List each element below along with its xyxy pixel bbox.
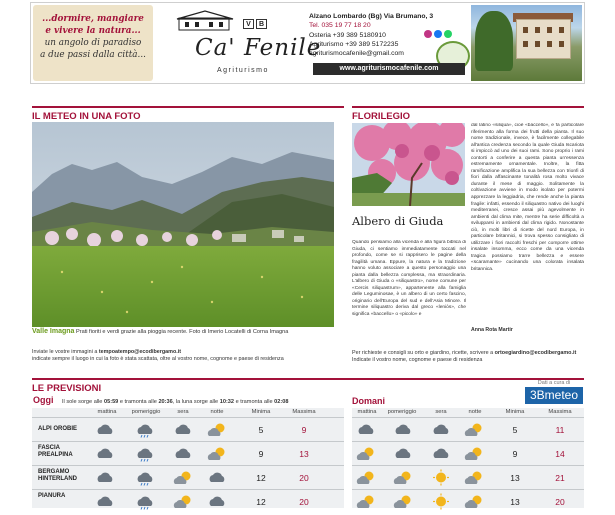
ad-tagline-2: e vivere la natura... xyxy=(45,26,141,36)
forecast-header xyxy=(352,408,584,417)
col-mattina: mattina xyxy=(357,409,377,415)
forecast-row xyxy=(352,489,584,513)
ad-email[interactable]: agriturismocafenile@gmail.com xyxy=(309,50,404,58)
col-sera: sera xyxy=(435,409,447,415)
temp-max: 9 xyxy=(301,425,307,435)
ad-url[interactable]: www.agriturismocafenile.com xyxy=(313,63,465,75)
col-massima: Massima xyxy=(292,409,316,415)
florilegio-body-col1: Quando pensiamo alla vicenda e alla figura biblica di Giuda, ci sentiamo immediatamente toccati nel profondo, come se si rapprisero le pagine della fragilità umana. Eppure, la natura e la tradizione hanno voluto associare a questo personaggio una pianta dalla bellezza complessa, ma straordinaria. L'albero di Giuda o «siliquastro», nome comune per «Cercis siliquastrum», appartenente alla famiglia delle Leguminosae, è un albero di un certo fascino, originario dell'Europa del sud e dell'Asia Minore. Il termine siliquastro deriva dal greco «leniòs», che significa «baccello» o «picolo» e xyxy=(352,240,466,318)
forecast-row xyxy=(32,465,344,489)
rain-icon xyxy=(134,445,156,462)
photo-caption xyxy=(32,328,342,336)
zone-label: ALPI OROBIE xyxy=(38,426,78,432)
note-text-2: indicate sempre il luogo in cui la foto è stata scattata, oltre al vostro nome, cognome e paese di residenza xyxy=(32,356,284,362)
agriturismo-ad[interactable] xyxy=(30,2,585,84)
temp-max: 21 xyxy=(555,473,565,483)
rain-icon xyxy=(134,493,156,510)
sun-rise-label: Il sole sorge alle xyxy=(62,399,103,405)
zone-label: BERGAMO HINTERLAND xyxy=(38,469,77,482)
ad-address: Alzano Lombardo (Bg) Via Brumano, 3 xyxy=(309,13,434,20)
note-text: Inviate le vostre immagini a xyxy=(32,349,99,355)
temp-max: 11 xyxy=(555,425,565,435)
caption-text: Prati fioriti e verdi grazie alla pioggia recente. Foto di Imerio Locatelli di Corna Imagna xyxy=(75,329,289,335)
temp-min: 13 xyxy=(510,497,520,507)
cloudy-icon xyxy=(392,421,414,438)
temp-min: 5 xyxy=(512,425,518,435)
cloudy-icon xyxy=(94,421,116,438)
partly-sunny-icon xyxy=(463,445,485,462)
ad-tagline-1: ...dormire, mangiare xyxy=(42,14,144,24)
logo-3b: 3B xyxy=(529,388,545,402)
forecast-header xyxy=(32,408,344,417)
forecast-grid-tomorrow xyxy=(352,408,584,508)
forecast-grid-today xyxy=(32,408,344,508)
logo-meteo: meteo xyxy=(544,388,579,402)
sun-rise-time: 05:59 xyxy=(103,399,119,405)
partly-sunny-icon xyxy=(463,421,485,438)
facebook-icon[interactable] xyxy=(434,30,442,38)
cloudy-icon xyxy=(94,445,116,462)
forecast-row xyxy=(32,417,344,441)
col-notte: notte xyxy=(468,409,482,415)
partly-sunny-icon xyxy=(355,469,377,486)
moon-rise-time: 10:32 xyxy=(219,399,235,405)
note-text-2: Indicate il vostro nome, cognome e paese di residenza xyxy=(352,357,483,363)
cloudy-icon xyxy=(94,493,116,510)
valle-imagna-photo xyxy=(32,122,334,327)
col-minima: Minima xyxy=(505,409,525,415)
curated-by: Dati a cura di xyxy=(537,380,571,386)
col-massima: Massima xyxy=(548,409,572,415)
section-header-meteo-foto: IL METEO IN UNA FOTO xyxy=(32,106,344,120)
partly-sunny-icon xyxy=(463,469,485,486)
temp-min: 12 xyxy=(256,473,266,483)
note-text: Per richieste e consigli su orto e giardino, ricette, scrivere a xyxy=(352,350,495,356)
zone-label: FASCIA PREALPINA xyxy=(38,445,73,458)
partly-sunny-icon xyxy=(355,445,377,462)
rain-icon xyxy=(134,421,156,438)
moon-rise-label: la luna sorge alle xyxy=(175,399,219,405)
cloudy-icon xyxy=(206,469,228,486)
col-mattina: mattina xyxy=(97,409,117,415)
partly-sunny-icon xyxy=(206,421,228,438)
day-label-tomorrow: Domani xyxy=(352,396,386,406)
cloudy-icon xyxy=(430,421,452,438)
temp-max: 13 xyxy=(299,449,309,459)
instagram-icon[interactable] xyxy=(424,30,432,38)
temp-min: 13 xyxy=(510,473,520,483)
section-header-previsioni: LE PREVISIONI xyxy=(32,378,584,392)
forecast-row xyxy=(352,417,584,441)
cloudy-icon xyxy=(94,469,116,486)
partly-sunny-icon xyxy=(206,445,228,462)
photo-submission-note xyxy=(32,349,342,363)
rain-icon xyxy=(134,469,156,486)
ad-tagline-box xyxy=(33,5,153,81)
ad-brand: Ca' Fenile xyxy=(195,35,322,61)
cloudy-icon xyxy=(172,421,194,438)
ad-farmhouse-photo xyxy=(471,5,582,81)
partly-sunny-icon xyxy=(172,493,194,510)
garden-email-link[interactable]: ortoegiardino@ecodibergamo.it xyxy=(494,350,577,356)
partly-sunny-icon xyxy=(392,469,414,486)
section-header-florilegio: FLORILEGIO xyxy=(352,106,584,120)
partly-sunny-icon xyxy=(463,493,485,510)
florilegio-body-col2: dal latino «siliqua», cioè «baccello», e fa particolare riferimento alla forma dei frutti della pianta. Il suo nome tradizionale, invece, è facilmente collegabile all'antica credenza secondo la quale Giuda Iscariota si impiccò ad uno dei suoi rami. Sono proprio i rami contorti a conferire a questa pianta un'essenza estremamente ornamentale. Inoltre, la fitta ramificazione amplifica la sua bellezza con trionfi di fiori dalla affascinante tonalità rosa molto vivace durante il mese di maggio. Solitamente la coltivazione avviene in modo isolato per potermi apprezzare la leggiadria, che rende anche la pianta fragile: infatti, essendo il siliquastro nativo dei luoghi mediterranei, cresce assai più agevolmente in ambienti dal clima mite, mentre ha serie difficoltà a svilupparsi in ambienti dal clima rigido. Nonostante ciò, in molti libri di ricette del nord Europa, in particolare britannici, si trova spesso consigliato di utilizzare i fiori raccolti freschi per comporre ottime insalate insomma, ecco come da una vicenda tragica possiamo trarre bellezza e essere «scaramante» cucinando una colorata insalata britannica. xyxy=(471,123,584,273)
temp-max: 20 xyxy=(299,473,309,483)
ad-agriturismo: Agriturismo +39 389 5172235 xyxy=(309,40,399,48)
sun-set-label: e tramonta alle xyxy=(119,399,157,405)
whatsapp-icon[interactable] xyxy=(444,30,452,38)
3bmeteo-credit xyxy=(525,380,583,404)
col-pomeriggio: pomeriggio xyxy=(131,409,161,415)
col-pomeriggio: pomeriggio xyxy=(387,409,417,415)
ad-contacts xyxy=(309,12,433,58)
sun-moon-times: Il sole sorge alle 05:59 e tramonta alle 20:36, la luna sorge alle 10:32 e tramonta alle 02:08 xyxy=(62,399,289,405)
forecast-row xyxy=(32,489,344,513)
ad-tagline-3: un angolo di paradiso xyxy=(44,38,142,48)
3bmeteo-logo[interactable] xyxy=(525,387,583,404)
partly-sunny-icon xyxy=(355,493,377,510)
moon-set-label: e tramonta alle xyxy=(235,399,273,405)
sunny-icon xyxy=(430,493,452,510)
ad-tagline-4: a due passi dalla città... xyxy=(40,50,146,60)
forecast-row xyxy=(32,441,344,465)
sun-set-time: 20:36 xyxy=(158,399,173,405)
temp-max: 20 xyxy=(299,497,309,507)
col-notte: notte xyxy=(210,409,224,415)
cloudy-icon xyxy=(392,445,414,462)
ad-logo xyxy=(155,5,325,81)
submission-email-link[interactable]: tempoatempo@ecodibergamo.it xyxy=(98,349,182,355)
farmhouse-icon xyxy=(175,9,235,31)
day-label-today: Oggi xyxy=(33,395,54,405)
zone-label: PIANURA xyxy=(38,493,66,499)
partly-sunny-icon xyxy=(172,469,194,486)
temp-min: 9 xyxy=(512,449,518,459)
albero-di-giuda-photo xyxy=(352,123,465,206)
cloudy-icon xyxy=(206,493,228,510)
col-minima: Minima xyxy=(251,409,271,415)
ad-osteria: Osteria +39 389 5180910 xyxy=(309,31,386,39)
forecast-row xyxy=(352,441,584,465)
garden-submission-note xyxy=(352,350,592,364)
moon-set-time: 02:08 xyxy=(274,399,289,405)
temp-max: 20 xyxy=(555,497,565,507)
caption-title: Valle Imagna xyxy=(32,328,75,335)
sunny-icon xyxy=(430,469,452,486)
temp-min: 9 xyxy=(258,449,264,459)
cloudy-icon xyxy=(355,421,377,438)
ad-brand-sub: Agriturismo xyxy=(217,67,269,74)
cloudy-icon xyxy=(172,445,194,462)
partly-sunny-icon xyxy=(392,493,414,510)
forecast-row xyxy=(352,465,584,489)
florilegio-signature: Anna Rota Martir xyxy=(471,327,513,333)
florilegio-title: Albero di Giuda xyxy=(352,214,444,228)
ad-tel: Tel. 035 19 77 18 20 xyxy=(309,22,371,30)
temp-min: 5 xyxy=(258,425,264,435)
mark-v-icon: V xyxy=(243,19,254,29)
cloudy-icon xyxy=(430,445,452,462)
temp-min: 12 xyxy=(256,497,266,507)
temp-max: 14 xyxy=(555,449,565,459)
mark-b-icon: B xyxy=(256,19,267,29)
col-sera: sera xyxy=(177,409,189,415)
